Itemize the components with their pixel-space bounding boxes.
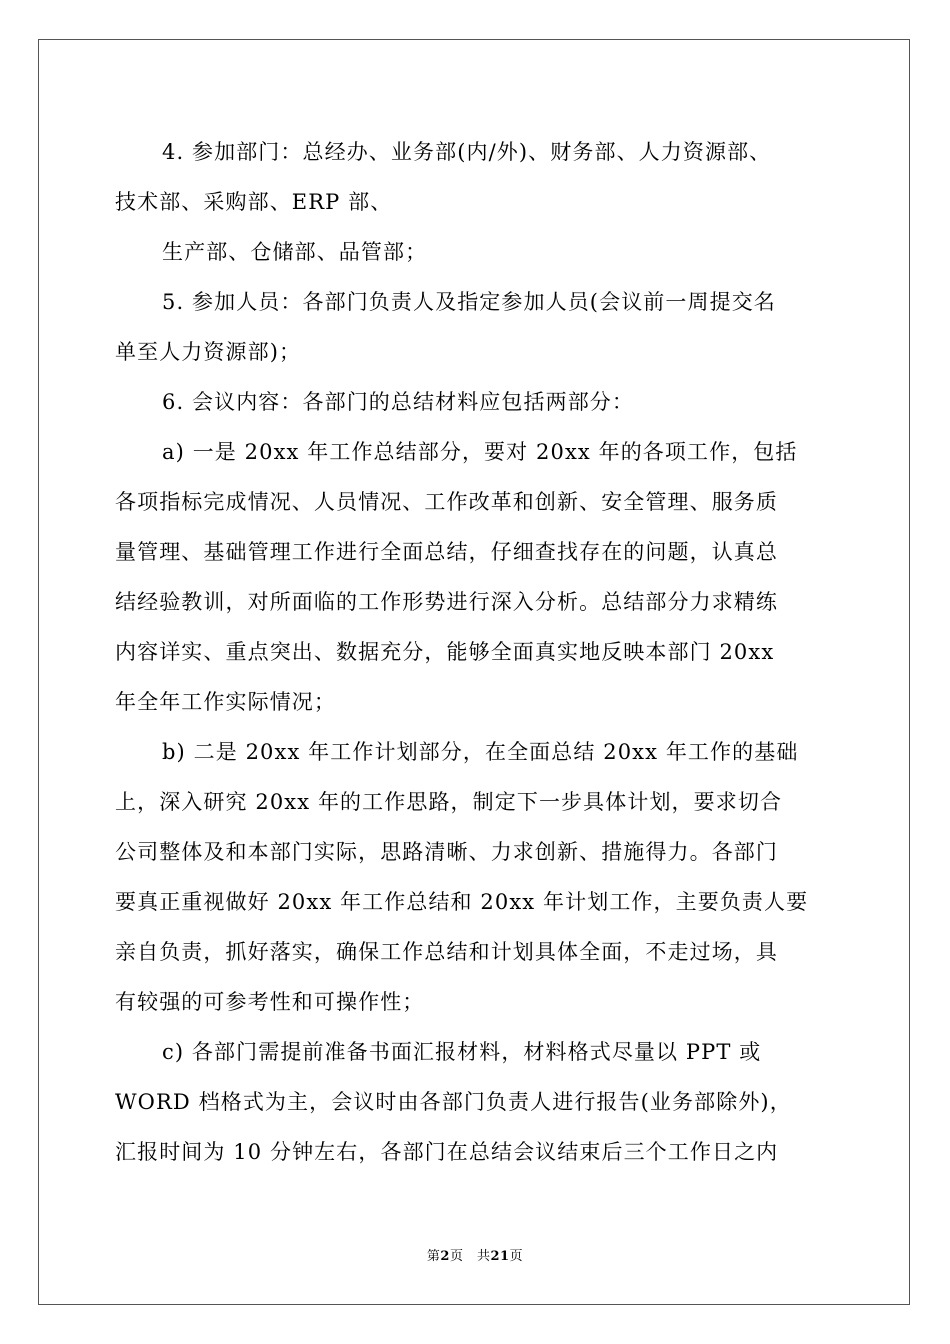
total-pages: 21 <box>490 1249 510 1264</box>
paragraph-line: 结经验教训，对所面临的工作形势进行深入分析。总结部分力求精练 <box>115 590 778 614</box>
paragraph-line: 6. 会议内容：各部门的总结材料应包括两部分： <box>162 390 635 414</box>
paragraph-line: 上，深入研究 20xx 年的工作思路，制定下一步具体计划，要求切合 <box>115 790 783 814</box>
paragraph-line: 要真正重视做好 20xx 年工作总结和 20xx 年计划工作，主要负责人要 <box>115 890 809 914</box>
paragraph-line: 技术部、采购部、ERP 部、 <box>115 190 393 214</box>
paragraph-line: a) 一是 20xx 年工作总结部分，要对 20xx 年的各项工作，包括 <box>162 440 798 464</box>
page-suffix: 页 <box>509 1249 524 1264</box>
paragraph-line: 内容详实、重点突出、数据充分，能够全面真实地反映本部门 20xx <box>115 640 775 664</box>
paragraph-line: 5. 参加人员：各部门负责人及指定参加人员(会议前一周提交名 <box>162 290 776 314</box>
paragraph-line: 有较强的可参考性和可操作性； <box>115 990 425 1014</box>
paragraph-line: WORD 档格式为主，会议时由各部门负责人进行报告(业务部除外)， <box>115 1090 792 1114</box>
page-prefix: 第 <box>426 1249 441 1264</box>
paragraph-line: 公司整体及和本部门实际，思路清晰、力求创新、措施得力。各部门 <box>115 840 778 864</box>
paragraph-line: 量管理、基础管理工作进行全面总结，仔细查找存在的问题，认真总 <box>115 540 778 564</box>
page-footer <box>0 1247 950 1267</box>
paragraph-line: 汇报时间为 10 分钟左右，各部门在总结会议结束后三个工作日之内 <box>115 1140 779 1164</box>
paragraph-line: b) 二是 20xx 年工作计划部分，在全面总结 20xx 年工作的基础 <box>162 740 799 764</box>
document-body <box>115 127 839 1177</box>
paragraph-line: 生产部、仓储部、品管部； <box>162 240 428 264</box>
paragraph-line: 4. 参加部门：总经办、业务部(内/外)、财务部、人力资源部、 <box>162 140 772 164</box>
current-page-number: 2 <box>440 1249 450 1264</box>
page-mid: 页 共 <box>449 1249 491 1264</box>
paragraph-line: 各项指标完成情况、人员情况、工作改革和创新、安全管理、服务质 <box>115 490 778 514</box>
paragraph-line: 年全年工作实际情况； <box>115 690 336 714</box>
paragraph-line: 亲自负责，抓好落实，确保工作总结和计划具体全面，不走过场，具 <box>115 940 778 964</box>
paragraph-line: 单至人力资源部)； <box>115 340 302 364</box>
paragraph-line: c) 各部门需提前准备书面汇报材料，材料格式尽量以 PPT 或 <box>162 1040 762 1064</box>
